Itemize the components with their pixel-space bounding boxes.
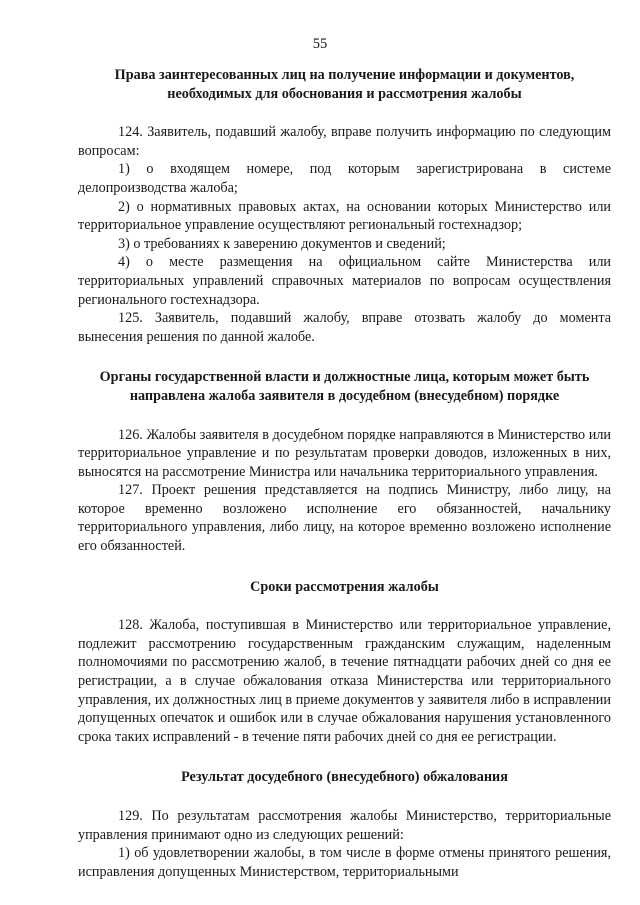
spacer (78, 746, 611, 768)
spacer (78, 346, 611, 368)
section-heading-authorities: Органы государственной власти и должностные лица, которым может быть направлена жалоба заявителя в досудебном (внесудебном) порядке (99, 369, 590, 404)
spacer (78, 596, 611, 616)
spacer (78, 556, 611, 578)
paragraph-129-item-1: 1) об удовлетворении жалобы, в том числе в форме отмены принятого решения, исправления допущенных Министерством, территориальными (78, 845, 611, 880)
paragraph-125: 125. Заявитель, подавший жалобу, вправе отозвать жалобу до момента вынесения решения по данной жалобе. (78, 310, 611, 345)
paragraph-124-item-1: 1) о входящем номере, под которым зарегистрирована в системе делопроизводства жалоба; (78, 161, 611, 196)
paragraph-128: 128. Жалоба, поступившая в Министерство или территориальное управление, подлежит рассмотрению государственным гражданским служащим, наделенным полномочиями по рассмотрению жалоб, в течение пятнадцати рабочих дней со дня ее регистрации, а в случае обжалования отказа Министерства или территориального управления, их должностных лиц в приеме документов у заявителя либо в исправлении допущенных опечаток и ошибок или в случае обжалования нарушения установленного срока таких исправлений - в течение пяти рабочих дней со дня ее регистрации. (78, 617, 611, 745)
paragraph-127: 127. Проект решения представляется на подпись Министру, либо лицу, на которое временно возложено исполнение его обязанностей, начальнику территориального управления, либо лицу, на которое временно возложено исполнение его обязанностей. (78, 482, 611, 555)
spacer (78, 103, 611, 123)
document-body (78, 66, 611, 881)
paragraph-126: 126. Жалобы заявителя в досудебном порядке направляются в Министерство или территориальное управление и по результатам проверки доводов, изложенных в них, выносятся на рассмотрение Министра или начальника территориального управления. (78, 426, 611, 480)
spacer (78, 406, 611, 426)
paragraph-124-item-3: 3) о требованиях к заверению документов и сведений; (118, 235, 446, 252)
section-heading-deadlines: Сроки рассмотрения жалобы (250, 578, 439, 595)
paragraph-124-item-2: 2) о нормативных правовых актах, на основании которых Министерство или территориальное управление осуществляют региональный гостехнадзор; (78, 198, 611, 234)
paragraph-129: 129. По результатам рассмотрения жалобы Министерство, территориальные управления принимают одно из следующих решений: (78, 808, 611, 843)
paragraph-124-item-4: 4) о месте размещения на официальном сайте Министерства или территориальных управлений справочных материалов по вопросам осуществления регионального гостехнадзора. (78, 254, 611, 308)
section-heading-rights: Права заинтересованных лиц на получение информации и документов, необходимых для обоснования и рассмотрения жалобы (114, 67, 575, 102)
page-number: 55 (312, 36, 328, 52)
paragraph-124: 124. Заявитель, подавший жалобу, вправе получить информацию по следующим вопросам: (78, 124, 611, 159)
spacer (78, 787, 611, 807)
section-heading-result: Результат досудебного (внесудебного) обжалования (181, 769, 508, 786)
